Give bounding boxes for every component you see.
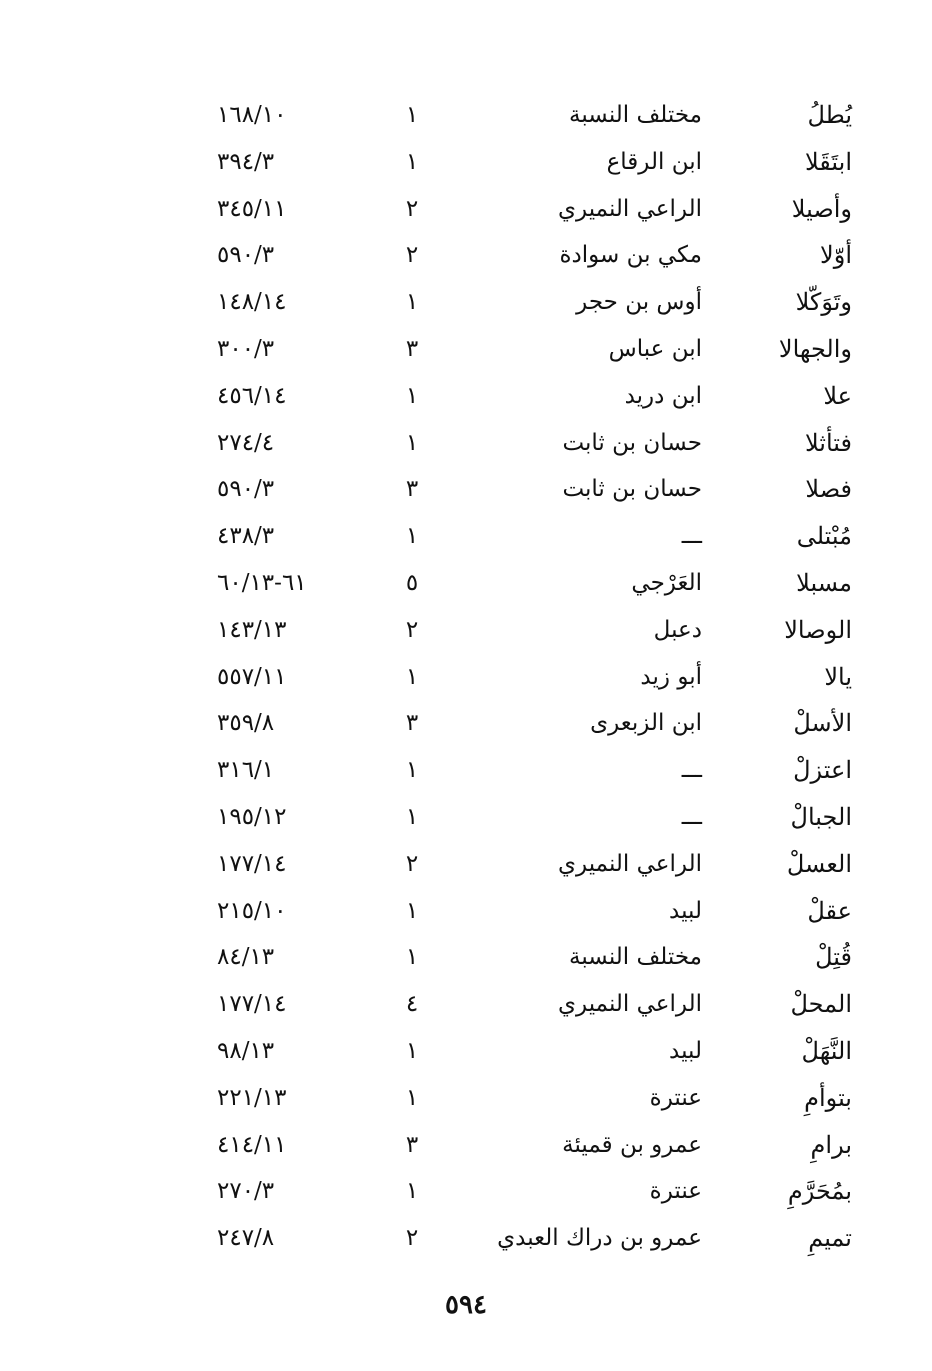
poet-name: ابن عباس [608, 335, 702, 362]
volume-page-ref: ١٧٧/١٤ [217, 991, 287, 1018]
poet-name: أوس بن حجر [576, 289, 702, 316]
rhyme-word: اعتزلْ [793, 756, 852, 785]
volume-page-ref: ٤٥٦/١٤ [217, 382, 287, 409]
index-row [0, 1168, 932, 1215]
volume-page-ref: ١٤٣/١٣ [217, 616, 287, 643]
verse-count: ٣ [405, 710, 419, 737]
rhyme-word: علا [823, 381, 852, 410]
verse-count: ٣ [405, 476, 419, 503]
poet-name: حسان بن ثابت [562, 476, 702, 503]
poet-name: عمرو بن دراك العبدي [497, 1225, 702, 1252]
volume-page-ref: ٢٤٧/٨ [217, 1225, 275, 1252]
index-row [0, 92, 932, 139]
poet-name: عنترة [649, 1084, 702, 1111]
verse-count: ١ [405, 429, 419, 456]
verse-count: ١ [405, 289, 419, 316]
volume-page-ref: ٣٠٠/٣ [217, 335, 275, 362]
verse-count: ١ [405, 944, 419, 971]
verse-count: ٢ [405, 195, 419, 222]
volume-page-ref: ٤١٤/١١ [217, 1131, 287, 1158]
poet-name: ـــ [681, 757, 702, 784]
volume-page-ref: ٥٩٠/٣ [217, 242, 275, 269]
index-row [0, 279, 932, 326]
rhyme-word: ابتَقَلا [804, 147, 852, 176]
poet-name: ابن الرقاع [606, 148, 702, 175]
rhyme-word: أوّلا [820, 241, 852, 270]
verse-count: ٤ [405, 991, 419, 1018]
index-row [0, 326, 932, 373]
volume-page-ref: ٩٨/١٣ [217, 1037, 275, 1064]
index-row [0, 1028, 932, 1075]
verse-count: ٥ [405, 569, 419, 596]
volume-page-ref: ١٧٧/١٤ [217, 850, 287, 877]
poet-name: الراعي النميري [558, 195, 702, 222]
poet-name: مختلف النسبة [569, 944, 702, 971]
index-row [0, 1215, 932, 1262]
poet-name: ابن الزبعرى [590, 710, 702, 737]
verse-count: ١ [405, 1178, 419, 1205]
page-number: ٥٩٤ [445, 1290, 487, 1320]
index-row [0, 186, 932, 233]
rhyme-word: بمُحَرَّمِ [787, 1177, 852, 1206]
volume-page-ref: ٢١٥/١٠ [217, 897, 287, 924]
verse-count: ١ [405, 803, 419, 830]
poet-name: مكي بن سوادة [559, 242, 702, 269]
rhyme-word: المحلْ [790, 990, 852, 1019]
poet-name: عمرو بن قميئة [562, 1131, 702, 1158]
rhyme-word: يُطلُ [807, 101, 852, 129]
rhyme-word: مسبلا [796, 568, 852, 597]
poet-name: دعبل [653, 616, 702, 643]
index-row [0, 513, 932, 560]
volume-page-ref: ٣٥٩/٨ [217, 710, 275, 737]
index-row [0, 654, 932, 701]
index-row [0, 934, 932, 981]
volume-page-ref: ٢٧٤/٤ [217, 429, 275, 456]
index-row [0, 794, 932, 841]
rhyme-word: عقلْ [807, 896, 852, 925]
volume-page-ref: ١٤٨/١٤ [217, 289, 287, 316]
volume-page-ref: ٦١-٦٠/١٣ [217, 569, 307, 596]
rhyme-word: وأصيلا [791, 194, 852, 223]
verse-count: ١ [405, 663, 419, 690]
verse-count: ١ [405, 523, 419, 550]
poet-name: ابن دريد [624, 382, 702, 409]
rhyme-word: الوصالا [784, 615, 852, 644]
poet-name: العَرْجي [631, 569, 702, 596]
verse-count: ٢ [405, 1225, 419, 1252]
rhyme-word: فتأثلا [804, 428, 852, 457]
poet-name: لبيد [669, 897, 702, 924]
verse-count: ١ [405, 148, 419, 175]
verse-count: ١ [405, 897, 419, 924]
verse-count: ٢ [405, 616, 419, 643]
index-row [0, 466, 932, 513]
verse-count: ١ [405, 1037, 419, 1064]
volume-page-ref: ٣٩٤/٣ [217, 148, 275, 175]
poet-name: حسان بن ثابت [562, 429, 702, 456]
index-row [0, 841, 932, 888]
volume-page-ref: ٢٧٠/٣ [217, 1178, 275, 1205]
rhyme-word: مُبْتلى [796, 522, 852, 551]
index-row [0, 1075, 932, 1122]
volume-page-ref: ١٦٨/١٠ [217, 102, 287, 128]
poet-name: أبو زيد [640, 663, 702, 690]
rhyme-word: النَّهَلْ [801, 1036, 852, 1065]
rhyme-word: الجبالْ [790, 802, 852, 831]
index-row [0, 420, 932, 467]
verse-count: ٢ [405, 850, 419, 877]
rhyme-word: تميمِ [808, 1224, 852, 1253]
volume-page-ref: ٥٥٧/١١ [217, 663, 287, 690]
rhyme-word: فصلا [805, 475, 852, 504]
index-row [0, 888, 932, 935]
verse-count: ١ [405, 102, 419, 128]
poet-name: ـــ [681, 803, 702, 830]
volume-page-ref: ٤٣٨/٣ [217, 523, 275, 550]
index-row [0, 560, 932, 607]
poet-name: لبيد [669, 1037, 702, 1064]
volume-page-ref: ٢٢١/١٣ [217, 1084, 287, 1111]
verse-count: ٢ [405, 242, 419, 269]
verse-count: ٣ [405, 1131, 419, 1158]
verse-count: ١ [405, 1084, 419, 1111]
poet-name: الراعي النميري [558, 991, 702, 1018]
rhyme-word: والجهالا [778, 334, 852, 363]
volume-page-ref: ٣١٦/١ [217, 757, 275, 784]
rhyme-word: بتوأمِ [804, 1083, 852, 1112]
index-row [0, 747, 932, 794]
verse-count: ١ [405, 382, 419, 409]
rhyme-word: وتَوَكّلا [795, 288, 852, 317]
verse-count: ١ [405, 757, 419, 784]
poet-name: عنترة [649, 1178, 702, 1205]
rhyme-word: برامِ [810, 1130, 852, 1159]
poet-name: ـــ [681, 523, 702, 550]
index-row [0, 607, 932, 654]
poet-name: مختلف النسبة [569, 102, 702, 128]
rhyme-word: يالا [824, 662, 852, 691]
volume-page-ref: ٣٤٥/١١ [217, 195, 287, 222]
rhyme-index-table [0, 92, 932, 1262]
poet-name: الراعي النميري [558, 850, 702, 877]
index-row [0, 700, 932, 747]
index-row [0, 373, 932, 420]
verse-count: ٣ [405, 335, 419, 362]
volume-page-ref: ١٩٥/١٢ [217, 803, 287, 830]
rhyme-word: الأسلْ [793, 709, 852, 738]
rhyme-word: العسلْ [786, 849, 852, 878]
volume-page-ref: ٨٤/١٣ [217, 944, 275, 971]
index-row [0, 981, 932, 1028]
volume-page-ref: ٥٩٠/٣ [217, 476, 275, 503]
index-row [0, 1122, 932, 1169]
rhyme-word: قُتِلْ [815, 943, 852, 972]
index-row [0, 139, 932, 186]
index-row [0, 232, 932, 279]
